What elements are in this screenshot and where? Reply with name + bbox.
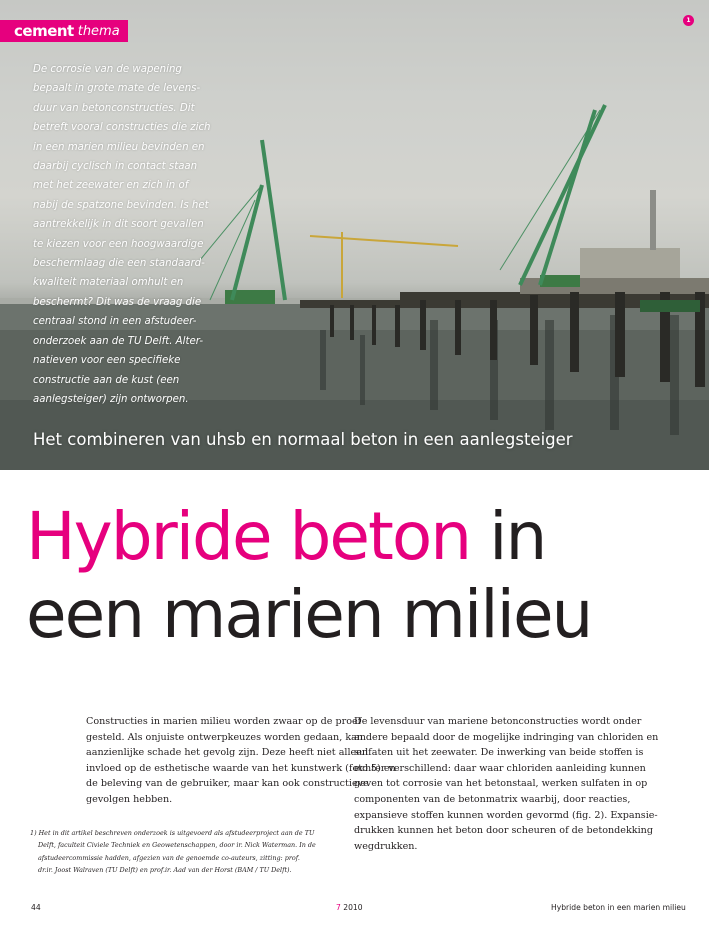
- body-column-right: [354, 714, 659, 854]
- footnote-line: [30, 827, 320, 839]
- page-number: 44: [31, 903, 41, 912]
- intro-line: kwaliteit materiaal omhult en: [33, 277, 184, 289]
- intro-line: onderzoek aan de TU Delft. Alter-: [33, 335, 204, 347]
- body-line: invloed op de esthetische waarde van het kunstwerk (foto 5) en: [86, 762, 396, 774]
- article-title: [26, 498, 706, 654]
- body-line: geven tot corrosie van het betonstaal, werken sulfaten in op: [354, 778, 648, 790]
- intro-line: centraal stond in een afstudeer-: [33, 316, 197, 328]
- footnote-line: afstudeercommissie hadden, afgezien van de genoemde co-auteurs, zitting: prof.: [38, 853, 300, 862]
- intro-line: De corrosie van de wapening: [33, 64, 182, 75]
- body-line: sulfaten uit het zeewater. De inwerking van beide stoffen is: [354, 747, 644, 759]
- intro-line: natieven voor een specifieke: [33, 355, 181, 367]
- intro-line: betreft vooral constructies die zich: [33, 122, 211, 134]
- title-line-2: een marien milieu: [26, 576, 592, 653]
- body-column-left: [86, 714, 396, 808]
- section-tag: [0, 20, 128, 42]
- intro-line: met het zeewater en zich in of: [33, 180, 189, 192]
- body-line: andere bepaald door de mogelijke indringing van chloriden en: [354, 731, 659, 743]
- intro-line: nabij de spatzone bevinden. Is het: [33, 199, 209, 211]
- body-line: expansieve stoffen kunnen worden gevormd (fig. 2). Expansie-: [354, 809, 658, 821]
- title-line-1: [26, 498, 706, 576]
- intro-line: bepaalt in grote mate de levens-: [33, 83, 201, 95]
- body-line: De levensduur van mariene betonconstructies wordt onder: [354, 716, 642, 727]
- footnote-line: dr.ir. Joost Walraven (TU Delft) en prof.ir. Aad van der Horst (BAM / TU Delft).: [38, 866, 292, 875]
- title-rest: in: [470, 498, 546, 575]
- body-line: aanzienlijke schade het gevolg zijn. Deze heeft niet alleen: [86, 747, 369, 759]
- running-title: Hybride beton in een marien milieu: [551, 903, 686, 912]
- intro-line: in een marien milieu bevinden en: [33, 141, 205, 153]
- footnote-line: Delft, faculteit Civiele Techniek en Geowetenschappen, door ir. Nick Waterman. In de: [38, 841, 316, 850]
- body-line: Constructies in marien milieu worden zwaar op de proef: [86, 716, 362, 727]
- section-label: thema: [77, 23, 120, 39]
- intro-line: aantrekkelijk in dit soort gevallen: [33, 219, 204, 231]
- article-subtitle: Het combineren van uhsb en normaal beton in een aanlegsteiger: [33, 430, 573, 449]
- intro-line: daarbij cyclisch in contact staan: [33, 161, 198, 173]
- body-line: wegdrukken.: [354, 840, 418, 852]
- footnote: [30, 827, 320, 877]
- body-line: gevolgen hebben.: [86, 793, 173, 805]
- intro-line: constructie aan de kust (een: [33, 374, 180, 386]
- intro-line: duur van betonconstructies. Dit: [33, 102, 195, 114]
- intro-line: beschermlaag die een standaard-: [33, 258, 205, 270]
- intro-text: [33, 60, 211, 409]
- body-line: componenten van de betonmatrix waarbij, door reacties,: [354, 793, 631, 805]
- title-accent: Hybride beton: [26, 498, 471, 575]
- body-line: de beleving van de gebruiker, maar kan ook constructieve: [86, 778, 369, 790]
- body-line: drukken kunnen het beton door scheuren of de betondekking: [354, 825, 653, 837]
- issue-label: [336, 903, 363, 912]
- footnote-marker: 1): [30, 829, 37, 837]
- intro-line: aanlegsteiger) zijn ontworpen.: [33, 393, 189, 405]
- issue-year: 2010: [343, 903, 363, 912]
- footnote-text: Het in dit artikel beschreven onderzoek is uitgevoerd als afstudeerproject aan de TU: [38, 829, 315, 837]
- intro-line: beschermt? Dit was de vraag die: [33, 296, 202, 308]
- issue-number: 7: [336, 903, 341, 912]
- body-line: echter verschillend: daar waar chloriden aanleiding kunnen: [354, 762, 646, 774]
- intro-line: te kiezen voor een hoogwaardige: [33, 238, 204, 250]
- photo-number-badge: 1: [683, 15, 694, 26]
- body-line: gesteld. Als onjuiste ontwerpkeuzes worden gedaan, kan: [86, 731, 364, 743]
- magazine-logo: cement: [14, 21, 74, 40]
